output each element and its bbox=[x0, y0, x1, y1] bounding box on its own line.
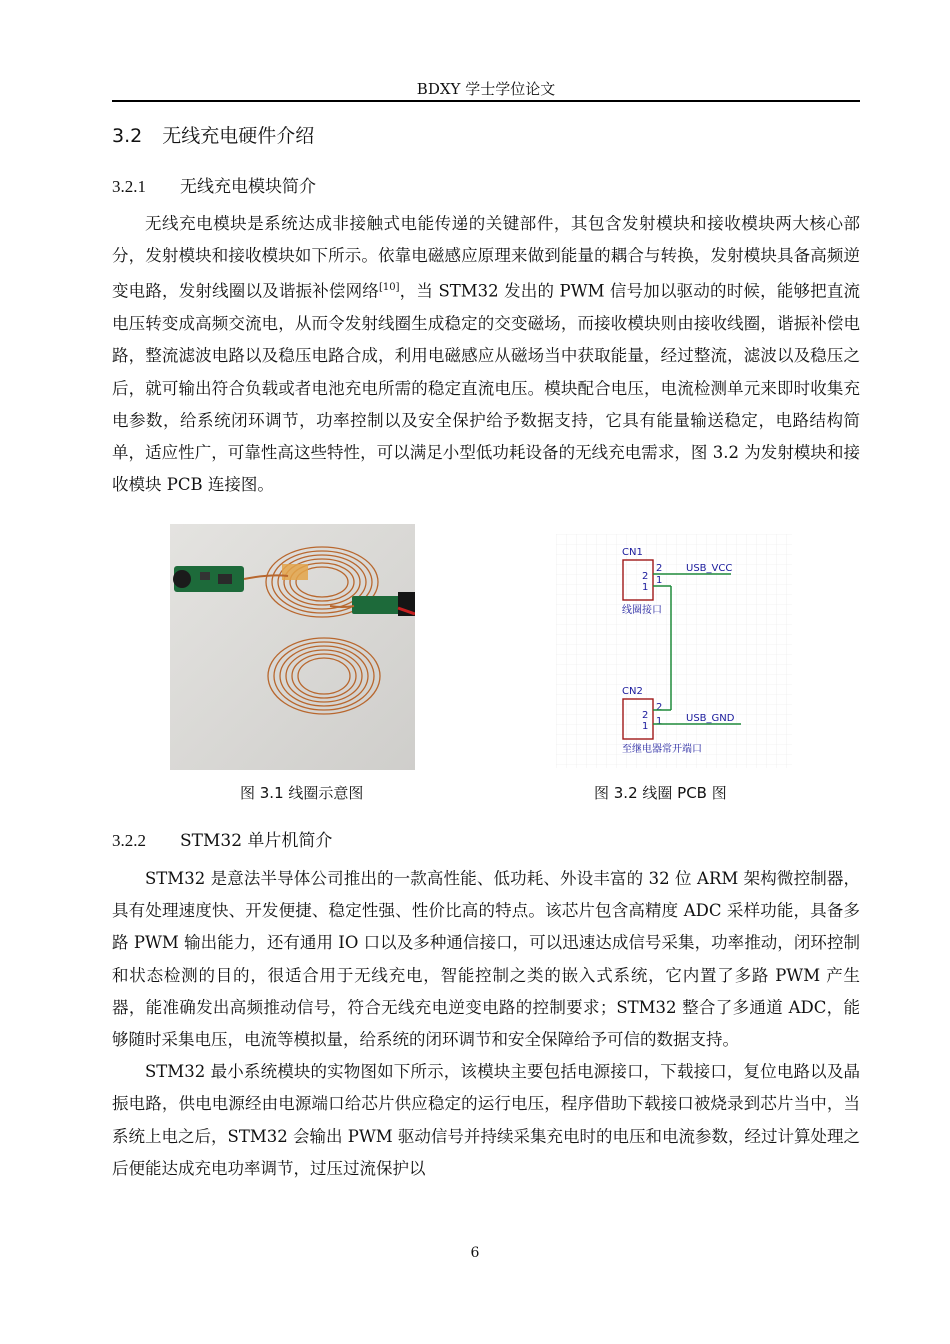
subsection-heading-1 bbox=[112, 172, 316, 197]
header-rule bbox=[112, 100, 860, 102]
cn1-desc: 线圈接口 bbox=[622, 605, 662, 616]
paragraph-text: 无线充电模块是系统达成非接触式电能传递的关键部件，其包含发射模块和接收模块两大核心部分，发射模块和接收模块如下所示。依靠电磁感应原理来做到能量的耦合与转换，发射模块具备高频逆变电路，发射线圈以及谐振补偿网络 bbox=[112, 214, 860, 301]
citation: [10] bbox=[378, 282, 400, 294]
net-usb-gnd: USB_GND bbox=[686, 713, 735, 724]
subsection-number: 3.2.1 bbox=[112, 177, 146, 196]
subsection-title: STM32 单片机简介 bbox=[180, 831, 333, 851]
running-header: BDXY 学士学位论文 bbox=[416, 80, 556, 98]
paragraph-wireless-module bbox=[112, 208, 860, 501]
cn2-label: CN2 bbox=[622, 686, 643, 697]
page-number: 6 bbox=[470, 1245, 480, 1261]
figure-3-1-caption: 图 3.1 线圈示意图 bbox=[240, 784, 364, 802]
net-usb-vcc: USB_VCC bbox=[686, 563, 733, 574]
subsection-heading-2 bbox=[112, 826, 332, 851]
subsection-title: 无线充电模块简介 bbox=[180, 177, 316, 197]
section-title: 无线充电硬件介绍 bbox=[162, 125, 315, 147]
coil-photo bbox=[170, 524, 415, 770]
cn1-label: CN1 bbox=[622, 547, 643, 558]
cn1-pin1-inner: 1 bbox=[642, 582, 649, 593]
paragraph-text: ，当 STM32 发出的 PWM 信号加以驱动的时候，能够把直流电压转变成高频交流电，从而令发射线圈生成稳定的交变磁场，而接收模块则由接收线圈，谐振补偿电路，整流滤波电路以及稳压电路合成，利用电磁感应从磁场当中获取能量，经过整流，滤波以及稳压之后，就可输出符合负载或者电池充电所需的稳定直流电压。模块配合电压，电流检测单元来即时收集充电参数，给系统闭环调节，功率控制以及安全保护给予数据支持，它具有能量输送稳定，电路结构简单，适应性广，可靠性高这些特性，可以满足小型低功耗设备的无线充电需求，图 3.2 为发射模块和接收模块 PCB 连接图。 bbox=[112, 281, 861, 495]
cn2-pin2-inner: 2 bbox=[642, 710, 649, 721]
section-heading bbox=[112, 121, 314, 148]
cn2-desc: 至继电器常开端口 bbox=[622, 744, 702, 755]
cn2-pin1-inner: 1 bbox=[642, 721, 649, 732]
pcb-schematic-drawing bbox=[556, 534, 792, 768]
cn2-pin2-outer: 2 bbox=[656, 702, 663, 713]
section-number: 3.2 bbox=[112, 125, 143, 147]
cn2-pin1-outer: 1 bbox=[656, 716, 663, 727]
figure-3-2-caption: 图 3.2 线圈 PCB 图 bbox=[594, 784, 727, 802]
subsection-number: 3.2.2 bbox=[112, 831, 146, 850]
paragraph-text: STM32 是意法半导体公司推出的一款高性能、低功耗、外设丰富的 32 位 ARM 架构微控制器，具有处理速度快、开发便捷、稳定性强、性价比高的特点。该芯片包含高精度 ADC 采样功能，具备多路 PWM 输出能力，还有通用 IO 口以及多种通信接口，可以迅速达成信号采集，功率推动，闭环控制和状态检测的目的，很适合用于无线充电，智能控制之类的嵌入式系统，它内置了多路 PWM 产生器，能准确发出高频推动信号，符合无线充电逆变电路的控制要求；STM32 整合了多通道 ADC，能够随时采集电压，电流等模拟量，给系统的闭环调节和安全保障给予可信的数据支持。 bbox=[112, 869, 860, 1050]
cn1-pin2-inner: 2 bbox=[642, 571, 649, 582]
paragraph-stm32-intro bbox=[112, 863, 860, 1185]
paragraph-text: STM32 最小系统模块的实物图如下所示，该模块主要包括电源接口，下载接口，复位电路以及晶振电路，供电电源经由电源端口给芯片供应稳定的运行电压，程序借助下载接口被烧录到芯片当中，当系统上电之后，STM32 会输出 PWM 驱动信号并持续采集充电时的电压和电流参数，经过计算处理之后便能达成充电功率调节，过压过流保护以 bbox=[112, 1062, 860, 1178]
coil-photo-drawing bbox=[170, 524, 415, 770]
coil-pcb-schematic bbox=[556, 534, 792, 768]
cn1-pin2-outer: 2 bbox=[656, 563, 663, 574]
cn1-pin1-outer: 1 bbox=[656, 575, 663, 586]
